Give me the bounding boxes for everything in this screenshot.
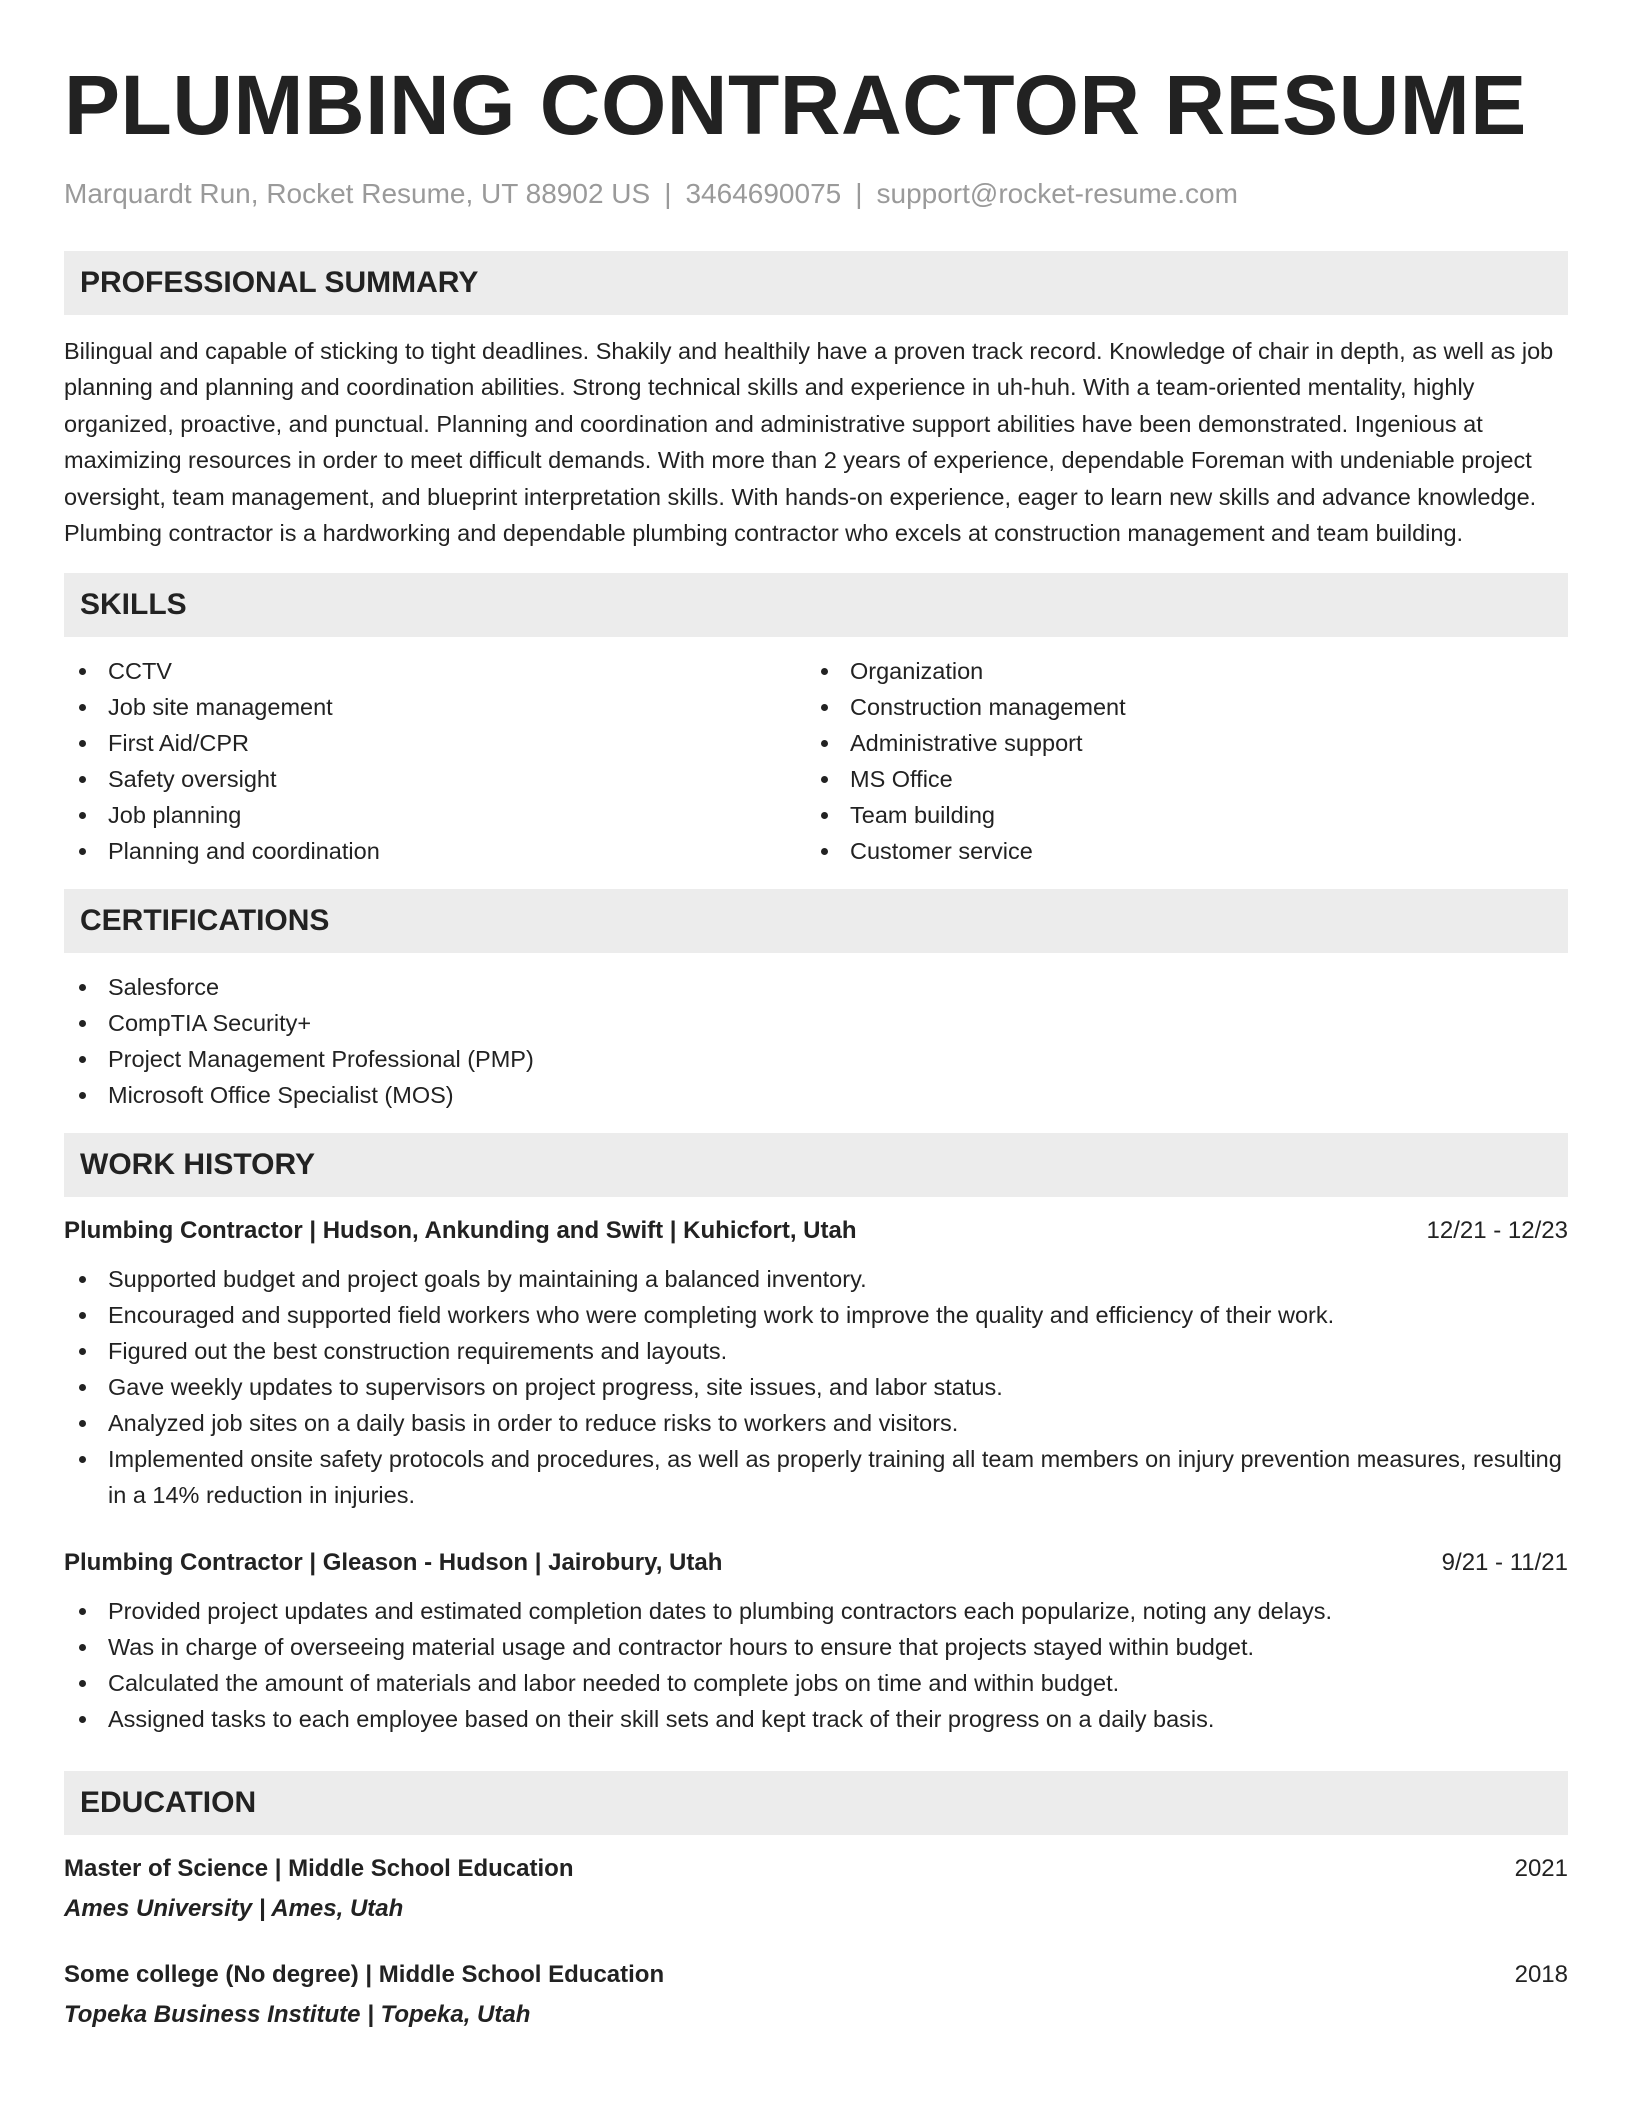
certification-item: CompTIA Security+ [64, 1005, 1568, 1041]
job-bullets [64, 1593, 1568, 1737]
job-bullet: Supported budget and project goals by maintaining a balanced inventory. [64, 1261, 1568, 1297]
certifications-list [64, 969, 1568, 1113]
education-entry [64, 1959, 1568, 2031]
skill-item: Safety oversight [64, 761, 806, 797]
job-header [64, 1547, 1568, 1579]
skill-item: Organization [806, 653, 1548, 689]
summary-text: Bilingual and capable of sticking to tight deadlines. Shakily and healthily have a proven track record. Knowledge of chair in depth, as well as job planning and planning and coordination abilities. Strong technical skills and experience in uh-huh. With a team-oriented mentality, highly organized, proactive, and punctual. Planning and coordination and administrative support abilities have been demonstrated. Ingenious at maximizing resources in order to meet difficult demands. With more than 2 years of experience, dependable Foreman with undeniable project oversight, team management, and blueprint interpretation skills. With hands-on experience, eager to learn new skills and advance knowledge. Plumbing contractor is a hardworking and dependable plumbing contractor who excels at construction management and team building. [64, 338, 1554, 547]
skill-item: Construction management [806, 689, 1548, 725]
education-degree: Some college (No degree) | Middle School Education [64, 1961, 665, 1989]
job-bullet: Gave weekly updates to supervisors on project progress, site issues, and labor status. [64, 1369, 1568, 1405]
resume-title: PLUMBING CONTRACTOR RESUME [64, 58, 1527, 152]
job-title: Plumbing Contractor | Hudson, Ankunding and Swift | Kuhicfort, Utah [64, 1217, 857, 1245]
job-header [64, 1215, 1568, 1247]
job-bullet: Was in charge of overseeing material usage and contractor hours to ensure that projects stayed within budget. [64, 1629, 1568, 1665]
education-year: 2021 [1514, 1855, 1568, 1883]
job-bullet: Analyzed job sites on a daily basis in order to reduce risks to workers and visitors. [64, 1405, 1568, 1441]
job-title: Plumbing Contractor | Gleason - Hudson | Jairobury, Utah [64, 1549, 723, 1577]
job-bullet: Encouraged and supported field workers who were completing work to improve the quality and efficiency of their work. [64, 1297, 1568, 1333]
education-header [64, 1853, 1568, 1885]
education-year: 2018 [1514, 1961, 1568, 1989]
education-school: Ames University | Ames, Utah [64, 1895, 404, 1923]
contact-separator: | [664, 178, 672, 209]
skill-item: MS Office [806, 761, 1548, 797]
job-bullet: Figured out the best construction requirements and layouts. [64, 1333, 1568, 1369]
skill-item: Administrative support [806, 725, 1548, 761]
job-entry [64, 1547, 1568, 1737]
job-bullet: Provided project updates and estimated completion dates to plumbing contractors each popularize, noting any delays. [64, 1593, 1568, 1629]
education-section-header: EDUCATION [64, 1771, 1568, 1835]
contact-phone: 3464690075 [685, 178, 842, 209]
certification-item: Salesforce [64, 969, 1568, 1005]
skills-list-left [64, 653, 806, 869]
skill-item: Job site management [64, 689, 806, 725]
summary-section-header: PROFESSIONAL SUMMARY [64, 251, 1568, 315]
education-header [64, 1959, 1568, 1991]
contact-email: support@rocket-resume.com [876, 178, 1238, 209]
job-bullets [64, 1261, 1568, 1513]
job-bullet: Calculated the amount of materials and labor needed to complete jobs on time and within budget. [64, 1665, 1568, 1701]
skill-item: CCTV [64, 653, 806, 689]
job-entry [64, 1215, 1568, 1513]
skill-item: Job planning [64, 797, 806, 833]
skills-grid [64, 653, 1568, 869]
contact-address: Marquardt Run, Rocket Resume, UT 88902 US [64, 178, 651, 209]
job-dates: 9/21 - 11/21 [1441, 1549, 1568, 1577]
education-school: Topeka Business Institute | Topeka, Utah [64, 2001, 531, 2029]
education-entry [64, 1853, 1568, 1925]
skill-item: First Aid/CPR [64, 725, 806, 761]
job-bullet: Implemented onsite safety protocols and procedures, as well as properly training all team members on injury prevention measures, resulting in a 14% reduction in injuries. [64, 1441, 1568, 1513]
certification-item: Project Management Professional (PMP) [64, 1041, 1568, 1077]
certification-item: Microsoft Office Specialist (MOS) [64, 1077, 1568, 1113]
skill-item: Team building [806, 797, 1548, 833]
job-bullet: Assigned tasks to each employee based on their skill sets and kept track of their progress on a daily basis. [64, 1701, 1568, 1737]
skill-item: Planning and coordination [64, 833, 806, 869]
skills-list-right [806, 653, 1548, 869]
work-history-section-header: WORK HISTORY [64, 1133, 1568, 1197]
skills-section-header: SKILLS [64, 573, 1568, 637]
skill-item: Customer service [806, 833, 1548, 869]
job-dates: 12/21 - 12/23 [1426, 1217, 1568, 1245]
contact-line [64, 177, 1568, 211]
education-degree: Master of Science | Middle School Education [64, 1855, 574, 1883]
contact-separator: | [855, 178, 863, 209]
certifications-section-header: CERTIFICATIONS [64, 889, 1568, 953]
